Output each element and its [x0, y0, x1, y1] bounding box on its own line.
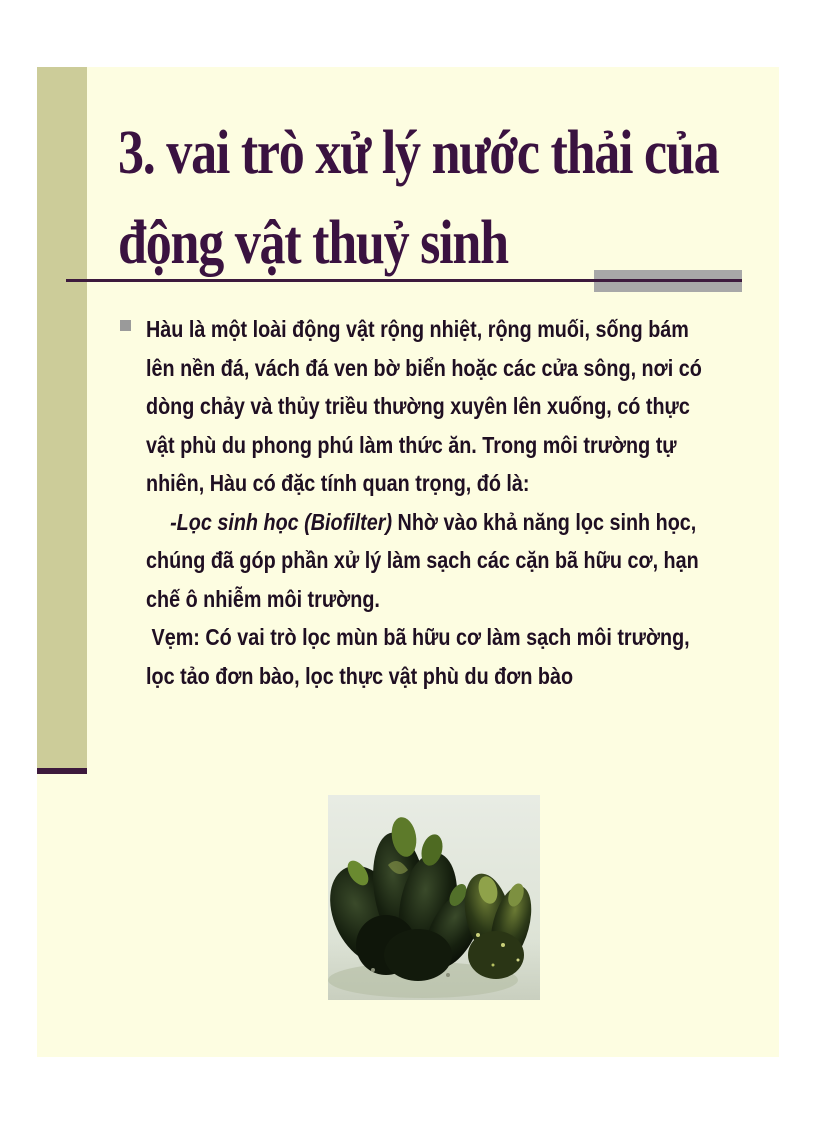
- text-line: vật phù du phong phú làm thức ăn. Trong môi trường tự: [146, 431, 677, 458]
- biofilter-line: [146, 503, 705, 542]
- bullet-paragraph: [146, 310, 705, 695]
- text-line: chế ô nhiễm môi trường.: [146, 585, 380, 612]
- title-accent-bar-lower: [594, 282, 742, 292]
- bullet-square-icon: [120, 320, 131, 331]
- title-line-1: 3. vai trò xử lý nước thải của: [118, 119, 719, 187]
- title-divider: [66, 279, 742, 282]
- text-line: nhiên, Hàu có đặc tính quan trọng, đó là:: [146, 470, 530, 496]
- title-line-2: động vật thuỷ sinh: [118, 209, 508, 277]
- text-line: Hàu là một loài động vật rộng nhiệt, rộng muối, sống bám: [146, 316, 689, 342]
- text-line: dòng chảy và thủy triều thường xuyên lên xuống, có thực: [146, 393, 690, 419]
- text-line: lên nền đá, vách đá ven bờ biển hoặc các cửa sông, nơi có: [146, 354, 702, 381]
- mussel-cluster-photo: [328, 795, 540, 1000]
- text-line: chúng đã góp phần xử lý làm sạch các cặn bã hữu cơ, hạn: [146, 547, 699, 573]
- left-decor-bar: [37, 67, 87, 769]
- text-line: lọc tảo đơn bào, lọc thực vật phù du đơn bào: [146, 662, 574, 689]
- title-accent-bar: [594, 270, 742, 279]
- biofilter-desc: Nhờ vào khả năng lọc sinh học,: [392, 508, 697, 535]
- slide-title: [118, 108, 719, 288]
- biofilter-term: -Lọc sinh học (Biofilter): [170, 508, 393, 535]
- mussel-line: Vẹm: Có vai trò lọc mùn bã hữu cơ làm sạch môi trường,: [146, 624, 690, 650]
- left-decor-bar-base: [37, 768, 87, 774]
